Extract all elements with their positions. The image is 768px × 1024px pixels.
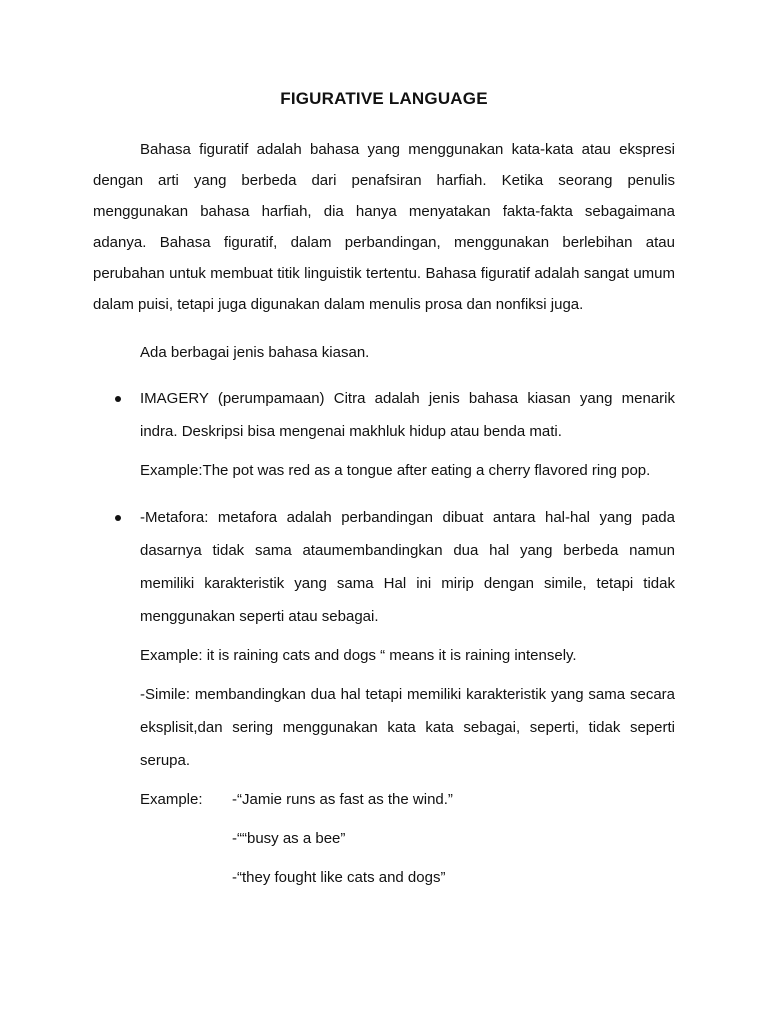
simile-example: -““busy as a bee” — [232, 830, 346, 847]
simile-example: -“Jamie runs as fast as the wind.” — [232, 791, 453, 808]
document-title: FIGURATIVE LANGUAGE — [280, 89, 488, 108]
bullet-item-imagery — [93, 382, 675, 448]
bullet-item-metafora — [93, 501, 675, 633]
document-body — [93, 134, 675, 894]
simile-example-row — [93, 822, 675, 855]
simile-example-row — [93, 861, 675, 894]
simile-example: -“they fought like cats and dogs” — [232, 869, 446, 886]
bullet-text: -Metafora: metafora adalah perbandingan dibuat antara hal-hal yang pada dasarnya tidak sama ataumembandingkan dua hal yang berbeda namun memiliki karakteristik yang sama Hal ini mirip dengan simile, tetapi tidak menggunakan seperti atau sebagai. — [140, 509, 675, 625]
example-label: Example: — [140, 791, 203, 808]
simile-text: -Simile: membandingkan dua hal tetapi memiliki karakteristik yang sama secara eksplisit,dan sering menggunakan kata kata sebagai, seperti, tidak seperti serupa. — [140, 686, 675, 769]
example-text: Example:The pot was red as a tongue after eating a cherry flavored ring pop. — [140, 462, 651, 479]
bullet-icon — [115, 396, 121, 402]
bullet-text: IMAGERY (perumpamaan) Citra adalah jenis bahasa kiasan yang menarik indra. Deskripsi bisa mengenai makhluk hidup atau benda mati. — [140, 390, 675, 440]
types-intro: Ada berbagai jenis bahasa kiasan. — [140, 344, 370, 361]
example-text: Example: it is raining cats and dogs “ means it is raining intensely. — [140, 647, 577, 664]
intro-paragraph: Bahasa figuratif adalah bahasa yang menggunakan kata-kata atau ekspresi dengan arti yang berbeda dari penafsiran harfiah. Ketika seorang penulis menggunakan bahasa harfiah, dia hanya menyatakan fakta-fakta sebagaimana adanya. Bahasa figuratif, dalam perbandingan, menggunakan berlebihan atau perubahan untuk membuat titik linguistik tertentu. Bahasa figuratif adalah sangat umum dalam puisi, tetapi juga digunakan dalam menulis prosa dan nonfiksi juga. — [93, 141, 675, 313]
bullet-icon — [115, 515, 121, 521]
simile-example-row — [93, 783, 675, 816]
